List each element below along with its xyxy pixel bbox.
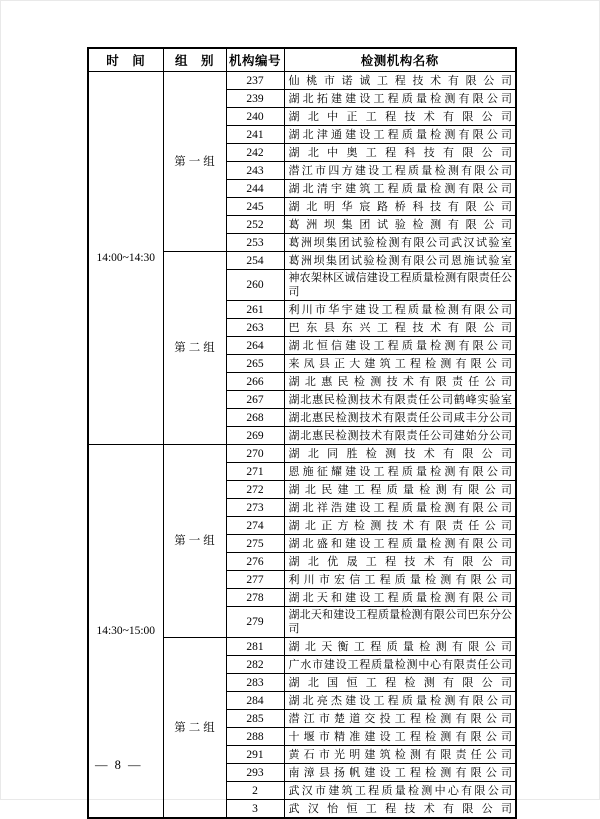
number-cell: 283 xyxy=(226,674,284,692)
number-cell: 288 xyxy=(226,728,284,746)
number-cell: 277 xyxy=(226,571,284,589)
column-header-number: 机构编号 xyxy=(226,48,284,72)
number-cell: 293 xyxy=(226,764,284,782)
name-cell: 武汉怡恒工程技术有限公司 xyxy=(284,800,516,819)
number-cell: 263 xyxy=(226,319,284,337)
name-cell: 湖北同胜检测技术有限公司 xyxy=(284,445,516,463)
name-cell: 武汉市建筑工程质量检测中心有限公司 xyxy=(284,782,516,800)
name-cell: 潜江市楚道交投工程检测有限公司 xyxy=(284,710,516,728)
name-cell: 湖北清宇建筑工程质量检测有限公司 xyxy=(284,180,516,198)
table-body xyxy=(88,72,516,819)
name-cell: 潜江市四方建设工程质量检测有限公司 xyxy=(284,162,516,180)
name-cell: 湖北津通建设工程质量检测有限公司 xyxy=(284,126,516,144)
number-cell: 275 xyxy=(226,535,284,553)
name-cell: 湖北优晟工程技术有限公司 xyxy=(284,553,516,571)
number-cell: 264 xyxy=(226,337,284,355)
name-cell: 湖北惠民检测技术有限责任公司 xyxy=(284,373,516,391)
name-cell: 来凤县正大建筑工程检测有限公司 xyxy=(284,355,516,373)
number-cell: 270 xyxy=(226,445,284,463)
number-cell: 245 xyxy=(226,198,284,216)
time-cell: 14:30~15:00 xyxy=(88,445,163,819)
number-cell: 242 xyxy=(226,144,284,162)
name-cell: 湖北天衡工程质量检测有限公司 xyxy=(284,638,516,656)
schedule-table xyxy=(87,47,517,819)
time-cell: 14:00~14:30 xyxy=(88,72,163,445)
number-cell: 237 xyxy=(226,72,284,90)
name-cell: 湖北天和建设工程质量检测有限公司巴东分公司 xyxy=(284,607,516,638)
name-cell: 葛洲坝集团试验检测有限公司 xyxy=(284,216,516,234)
name-cell: 湖北国恒工程检测有限公司 xyxy=(284,674,516,692)
name-cell: 湖北中正工程技术有限公司 xyxy=(284,108,516,126)
name-cell: 利川市华宇建设工程质量检测有限公司 xyxy=(284,301,516,319)
number-cell: 244 xyxy=(226,180,284,198)
number-cell: 265 xyxy=(226,355,284,373)
column-header-name: 检测机构名称 xyxy=(284,48,516,72)
name-cell: 湖北民建工程质量检测有限公司 xyxy=(284,481,516,499)
name-cell: 湖北盛和建设工程质量检测有限公司 xyxy=(284,535,516,553)
number-cell: 274 xyxy=(226,517,284,535)
number-cell: 284 xyxy=(226,692,284,710)
number-cell: 239 xyxy=(226,90,284,108)
number-cell: 260 xyxy=(226,270,284,301)
group-cell: 第二组 xyxy=(163,638,226,819)
number-cell: 254 xyxy=(226,252,284,270)
number-cell: 240 xyxy=(226,108,284,126)
number-cell: 253 xyxy=(226,234,284,252)
name-cell: 湖北正方检测技术有限责任公司 xyxy=(284,517,516,535)
group-cell: 第二组 xyxy=(163,252,226,445)
header-row xyxy=(88,48,516,72)
name-cell: 湖北明华宸路桥科技有限公司 xyxy=(284,198,516,216)
number-cell: 269 xyxy=(226,427,284,445)
number-cell: 278 xyxy=(226,589,284,607)
name-cell: 湖北惠民检测技术有限责任公司鹤峰实验室 xyxy=(284,391,516,409)
name-cell: 广水市建设工程质量检测中心有限责任公司 xyxy=(284,656,516,674)
name-cell: 湖北惠民检测技术有限责任公司建始分公司 xyxy=(284,427,516,445)
name-cell: 湖北亮杰建设工程质量检测有限公司 xyxy=(284,692,516,710)
number-cell: 285 xyxy=(226,710,284,728)
number-cell: 276 xyxy=(226,553,284,571)
name-cell: 葛洲坝集团试验检测有限公司武汉试验室 xyxy=(284,234,516,252)
number-cell: 281 xyxy=(226,638,284,656)
table-row xyxy=(88,445,516,463)
number-cell: 273 xyxy=(226,499,284,517)
number-cell: 266 xyxy=(226,373,284,391)
number-cell: 241 xyxy=(226,126,284,144)
name-cell: 南漳县扬帆建设工程检测有限公司 xyxy=(284,764,516,782)
column-header-time: 时 间 xyxy=(88,48,163,72)
name-cell: 恩施征耀建设工程质量检测有限公司 xyxy=(284,463,516,481)
number-cell: 2 xyxy=(226,782,284,800)
name-cell: 湖北天和建设工程质量检测有限公司 xyxy=(284,589,516,607)
name-cell: 十堰市精准建设工程检测有限公司 xyxy=(284,728,516,746)
number-cell: 272 xyxy=(226,481,284,499)
number-cell: 3 xyxy=(226,800,284,819)
name-cell: 利川市宏信工程质量检测有限公司 xyxy=(284,571,516,589)
number-cell: 261 xyxy=(226,301,284,319)
number-cell: 267 xyxy=(226,391,284,409)
name-cell: 仙桃市诺诚工程技术有限公司 xyxy=(284,72,516,90)
group-cell: 第一组 xyxy=(163,72,226,252)
name-cell: 黄石市光明建筑检测有限责任公司 xyxy=(284,746,516,764)
number-cell: 291 xyxy=(226,746,284,764)
name-cell: 湖北拓建建设工程质量检测有限公司 xyxy=(284,90,516,108)
name-cell: 湖北祥浩建设工程质量检测有限公司 xyxy=(284,499,516,517)
column-header-group: 组 别 xyxy=(163,48,226,72)
number-cell: 252 xyxy=(226,216,284,234)
name-cell: 葛洲坝集团试验检测有限公司恩施试验室 xyxy=(284,252,516,270)
name-cell: 巴东县东兴工程技术有限公司 xyxy=(284,319,516,337)
number-cell: 282 xyxy=(226,656,284,674)
name-cell: 神农架林区诚信建设工程质量检测有限责任公司 xyxy=(284,270,516,301)
number-cell: 271 xyxy=(226,463,284,481)
name-cell: 湖北中奥工程科技有限公司 xyxy=(284,144,516,162)
name-cell: 湖北惠民检测技术有限责任公司咸丰分公司 xyxy=(284,409,516,427)
page-number: — 8 — xyxy=(95,758,143,772)
number-cell: 243 xyxy=(226,162,284,180)
number-cell: 268 xyxy=(226,409,284,427)
table-row xyxy=(88,72,516,90)
group-cell: 第一组 xyxy=(163,445,226,638)
number-cell: 279 xyxy=(226,607,284,638)
name-cell: 湖北恒信建设工程质量检测有限公司 xyxy=(284,337,516,355)
